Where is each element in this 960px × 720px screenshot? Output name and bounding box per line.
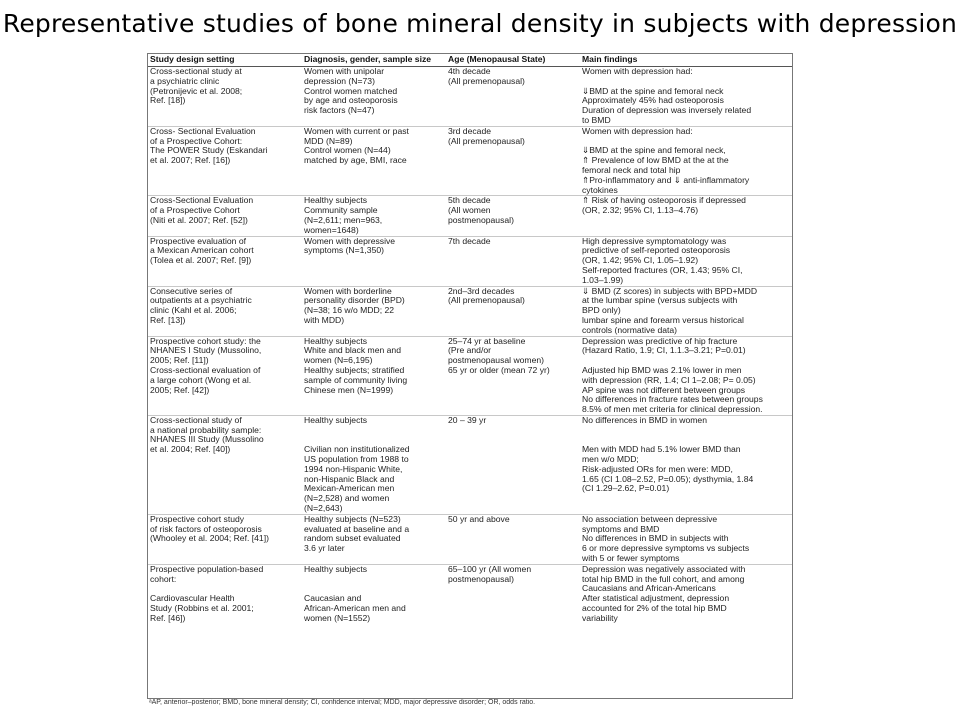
cell-design: Cross-sectional study at a psychiatric clinic (Petronijevic et al. 2008; Ref. [18]) (150, 66, 243, 106)
cell-diagnosis: Healthy subjects Caucasian and African-American men and women (N=1552) (302, 564, 446, 623)
cell-age: 7th decade (446, 236, 580, 286)
cell-design: Prospective cohort study: the NHANES I Study (Mussolino, 2005; Ref. [11]) (148, 336, 302, 366)
cell-age: 3rd decade (All premenopausal) (446, 126, 580, 196)
cell-design: Prospective cohort study of risk factors of osteoporosis (Whooley et al. 2004; Ref. [41]) (148, 514, 302, 564)
table-row (148, 196, 793, 236)
column-header-age: Age (Menopausal State) (446, 54, 580, 67)
cell-age: 4th decade (All premenopausal) (448, 66, 525, 86)
cell-findings: Depression was predictive of hip fracture (Hazard Ratio, 1.9; CI, 1.1.3–3.21; P=0.01) (580, 336, 793, 366)
cell-design: Cross-sectional evaluation of a large cohort (Wong et al. 2005; Ref. [42]) (150, 365, 261, 395)
cell-diagnosis: Healthy subjects Community sample (N=2,611; men=963, women=1648) (302, 196, 446, 236)
cell-design: Cross-sectional study of a national probability sample: NHANES III Study (Mussolino et al. 2004; Ref. [40]) (148, 415, 302, 514)
cell-diagnosis: Healthy subjects; stratified sample of community living Chinese men (N=1999) (304, 365, 408, 395)
cell-age: 2nd–3rd decades (All premenopausal) (446, 286, 580, 336)
cell-design: Consecutive series of outpatients at a psychiatric clinic (Kahl et al. 2006; Ref. [13]) (148, 286, 302, 336)
cell-findings: No differences in BMD in women Men with MDD had 5.1% lower BMD than men w/o MDD; Risk-adjusted ORs for men were: MDD, 1.65 (CI 1.08–2.52, P=0.05); dysthymia, 1.84 (CI 1.29–2.62, P=0.01) (580, 415, 793, 514)
cell-diagnosis: Healthy subjects Civilian non institutionalized US population from 1988 to 1994 non-Hispanic White, non-Hispanic Black and Mexican-American men (N=2,528) and women (N=2,643) (302, 415, 446, 514)
cell-age: 65–100 yr (All women postmenopausal) (446, 564, 580, 623)
cell-design: Cross-Sectional Evaluation of a Prospective Cohort (Niti et al. 2007; Ref. [52]) (148, 196, 302, 236)
cell-findings: Depression was negatively associated with total hip BMD in the full cohort, and among Caucasians and African-Americans After statistical adjustment, depression accounted for 2% of the total hip BMD variability (580, 564, 793, 623)
cell-age: 5th decade (All women postmenopausal) (446, 196, 580, 236)
slide-title: Representative studies of bone mineral density in subjects with depression (2, 9, 958, 38)
cell-diagnosis: Women with borderline personality disorder (BPD) (N=38; 16 w/o MDD; 22 with MDD) (302, 286, 446, 336)
table-row (148, 126, 793, 196)
column-header-findings: Main findings (580, 54, 793, 67)
cell-findings: Women with depression had: ⇓BMD at the spine and femoral neck Approximately 45% had osteoporosis Duration of depression was inversely related to BMD (582, 66, 752, 125)
cell-age: 20 – 39 yr (446, 415, 580, 514)
cell-diagnosis: Women with current or past MDD (N=89) Control women (N=44) matched by age, BMI, race (302, 126, 446, 196)
table-row (148, 514, 793, 564)
table-row (148, 286, 793, 336)
table-row (148, 564, 793, 623)
column-header-diagnosis: Diagnosis, gender, sample size (302, 54, 446, 67)
table-header-row (148, 54, 793, 67)
column-header-design: Study design setting (148, 54, 302, 67)
studies-table (148, 54, 793, 624)
cell-findings: No association between depressive symptoms and BMD No differences in BMD in subjects with 6 or more depressive symptoms vs subjects with 5 or fewer symptoms (580, 514, 793, 564)
cell-age: 65 yr or older (mean 72 yr) (448, 365, 550, 375)
cell-design: Prospective evaluation of a Mexican American cohort (Tolea et al. 2007; Ref. [9]) (148, 236, 302, 286)
cell-diagnosis: Women with unipolar depression (N=73) Control women matched by age and osteoporosis risk factors (N=47) (304, 66, 398, 116)
table-row (148, 67, 793, 127)
cell-design: Cross- Sectional Evaluation of a Prospective Cohort: The POWER Study (Eskandari et al. 2007; Ref. [16]) (148, 126, 302, 196)
cell-diagnosis: Healthy subjects (N=523) evaluated at baseline and a random subset evaluated 3.6 yr later (302, 514, 446, 564)
cell-design: Prospective population-based cohort: Cardiovascular Health Study (Robbins et al. 2001; Ref. [46]) (148, 564, 302, 623)
cell-findings: ⇑ Risk of having osteoporosis if depressed (OR, 2.32; 95% CI, 1.13–4.76) (580, 196, 793, 236)
cell-age: 25–74 yr at baseline (Pre and/or postmenopausal women) (446, 336, 580, 366)
table-row (148, 236, 793, 286)
studies-table-frame (147, 53, 793, 699)
cell-findings: ⇓ BMD (Z scores) in subjects with BPD+MDD at the lumbar spine (versus subjects with BPD only) lumbar spine and forearm versus historical controls (normative data) (580, 286, 793, 336)
cell-findings: Women with depression had: ⇓BMD at the spine and femoral neck, ⇑ Prevalence of low BMD at the at the femoral neck and total hip ⇑Pro-inflammatory and ⇓ anti-inflammatory cytokines (580, 126, 793, 196)
cell-age: 50 yr and above (446, 514, 580, 564)
table-footnote: ᵃAP, anterior–posterior; BMD, bone mineral density; CI, confidence interval; MDD, major depressive disorder; OR, odds ratio. (149, 699, 536, 706)
table-row (148, 366, 793, 415)
table-row (148, 336, 793, 366)
cell-diagnosis: Women with depressive symptoms (N=1,350) (302, 236, 446, 286)
table-row (148, 415, 793, 514)
cell-findings: Adjusted hip BMD was 2.1% lower in men with depression (RR, 1.4; CI 1–2.08; P= 0.05) AP spine was not different between groups No differences in fracture rates between groups 8.5% of men met criteria for clinical depression. (582, 365, 763, 415)
cell-diagnosis: Healthy subjects White and black men and women (N=6,195) (302, 336, 446, 366)
cell-findings: High depressive symptomatology was predictive of self-reported osteoporosis (OR, 1.42; 95% CI, 1.05–1.92) Self-reported fractures (OR, 1.43; 95% CI, 1.03–1.99) (580, 236, 793, 286)
